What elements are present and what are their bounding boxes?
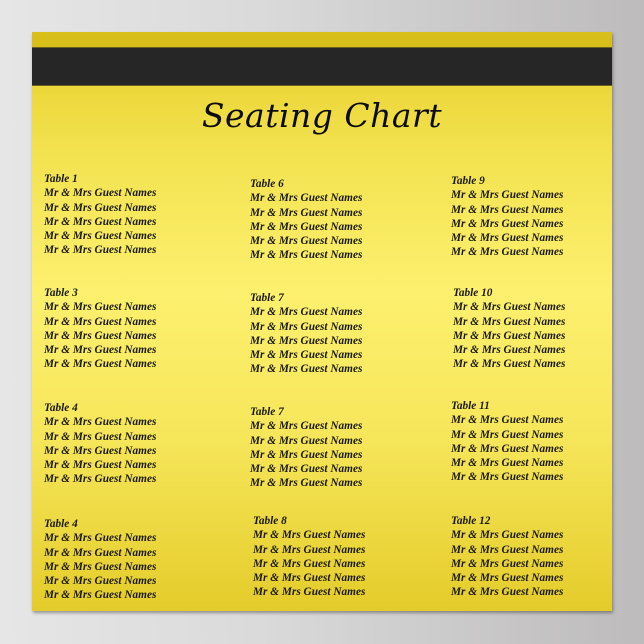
guest-line: Mr & Mrs Guest Names (453, 344, 566, 357)
guest-line: Mr & Mrs Guest Names (250, 206, 363, 219)
guest-line: Mr & Mrs Guest Names (253, 529, 366, 542)
table-heading: Table 9 (451, 175, 485, 187)
guest-line: Mr & Mrs Guest Names (44, 301, 157, 314)
guest-line: Mr & Mrs Guest Names (44, 575, 157, 588)
guest-line: Mr & Mrs Guest Names (44, 459, 157, 472)
table-heading: Table 3 (44, 287, 78, 299)
table-block (44, 286, 234, 372)
table-heading: Table 4 (44, 402, 78, 414)
guest-line: Mr & Mrs Guest Names (451, 557, 564, 570)
guest-line: Mr & Mrs Guest Names (451, 246, 564, 259)
guest-line: Mr & Mrs Guest Names (44, 444, 157, 457)
table-heading: Table 11 (451, 400, 490, 412)
guest-line: Mr & Mrs Guest Names (250, 192, 363, 205)
guest-line: Mr & Mrs Guest Names (250, 306, 363, 319)
guest-line: Mr & Mrs Guest Names (451, 586, 564, 599)
table-block (44, 401, 234, 487)
guest-line: Mr & Mrs Guest Names (451, 529, 564, 542)
table-block (451, 399, 641, 485)
guest-line: Mr & Mrs Guest Names (44, 589, 157, 602)
table-block (451, 174, 641, 260)
guest-line: Mr & Mrs Guest Names (44, 329, 157, 342)
guest-line: Mr & Mrs Guest Names (453, 329, 566, 342)
guest-line: Mr & Mrs Guest Names (44, 315, 157, 328)
table-heading: Table 10 (453, 287, 493, 299)
guest-line: Mr & Mrs Guest Names (44, 358, 157, 371)
guest-line: Mr & Mrs Guest Names (253, 557, 366, 570)
guest-line: Mr & Mrs Guest Names (44, 201, 157, 214)
guest-line: Mr & Mrs Guest Names (250, 448, 363, 461)
guest-line: Mr & Mrs Guest Names (250, 220, 363, 233)
guest-line: Mr & Mrs Guest Names (44, 560, 157, 573)
table-heading: Table 8 (253, 515, 287, 527)
guest-line: Mr & Mrs Guest Names (44, 230, 157, 243)
guest-line: Mr & Mrs Guest Names (44, 215, 157, 228)
guest-line: Mr & Mrs Guest Names (250, 334, 363, 347)
guest-line: Mr & Mrs Guest Names (451, 457, 564, 470)
table-heading: Table 1 (44, 173, 78, 185)
guest-line: Mr & Mrs Guest Names (451, 217, 564, 230)
guest-line: Mr & Mrs Guest Names (44, 187, 157, 200)
guest-line: Mr & Mrs Guest Names (44, 546, 157, 559)
table-heading: Table 4 (44, 518, 78, 530)
seating-chart-poster (32, 32, 612, 611)
table-block (451, 514, 641, 600)
guest-line: Mr & Mrs Guest Names (451, 572, 564, 585)
table-block (250, 291, 440, 377)
guest-line: Mr & Mrs Guest Names (250, 363, 363, 376)
table-block (250, 405, 440, 491)
table-heading: Table 12 (451, 515, 491, 527)
guest-line: Mr & Mrs Guest Names (451, 471, 564, 484)
guest-line: Mr & Mrs Guest Names (451, 442, 564, 455)
guest-line: Mr & Mrs Guest Names (250, 349, 363, 362)
black-header-band (32, 47, 612, 86)
table-heading: Table 7 (250, 292, 284, 304)
guest-line: Mr & Mrs Guest Names (250, 249, 363, 262)
guest-line: Mr & Mrs Guest Names (44, 532, 157, 545)
guest-line: Mr & Mrs Guest Names (250, 420, 363, 433)
poster-title: Seating Chart (201, 96, 443, 135)
top-gold-band (32, 32, 612, 47)
guest-line: Mr & Mrs Guest Names (253, 572, 366, 585)
guest-line: Mr & Mrs Guest Names (44, 430, 157, 443)
guest-line: Mr & Mrs Guest Names (451, 543, 564, 556)
guest-line: Mr & Mrs Guest Names (44, 244, 157, 257)
guest-line: Mr & Mrs Guest Names (44, 416, 157, 429)
table-heading: Table 6 (250, 178, 284, 190)
guest-line: Mr & Mrs Guest Names (250, 477, 363, 490)
table-block (44, 172, 234, 258)
guest-line: Mr & Mrs Guest Names (451, 189, 564, 202)
guest-line: Mr & Mrs Guest Names (453, 301, 566, 314)
table-block (453, 286, 643, 372)
guest-line: Mr & Mrs Guest Names (250, 434, 363, 447)
guest-line: Mr & Mrs Guest Names (253, 586, 366, 599)
guest-line: Mr & Mrs Guest Names (453, 358, 566, 371)
guest-line: Mr & Mrs Guest Names (451, 428, 564, 441)
guest-line: Mr & Mrs Guest Names (451, 414, 564, 427)
guest-line: Mr & Mrs Guest Names (250, 463, 363, 476)
guest-line: Mr & Mrs Guest Names (451, 203, 564, 216)
table-block (250, 177, 440, 263)
table-heading: Table 7 (250, 406, 284, 418)
table-block (44, 517, 234, 603)
guest-line: Mr & Mrs Guest Names (250, 235, 363, 248)
guest-line: Mr & Mrs Guest Names (253, 543, 366, 556)
guest-line: Mr & Mrs Guest Names (453, 315, 566, 328)
guest-line: Mr & Mrs Guest Names (44, 344, 157, 357)
guest-line: Mr & Mrs Guest Names (451, 232, 564, 245)
table-block (253, 514, 443, 600)
guest-line: Mr & Mrs Guest Names (250, 320, 363, 333)
guest-line: Mr & Mrs Guest Names (44, 473, 157, 486)
